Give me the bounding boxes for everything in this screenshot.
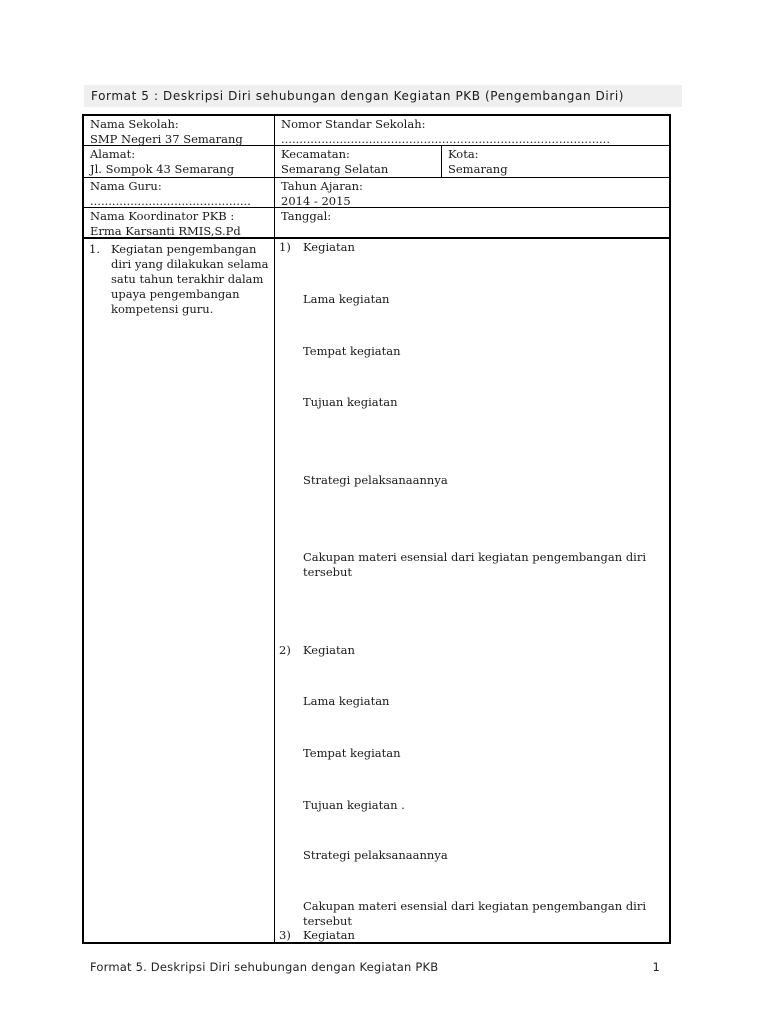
district-label: Kecamatan:: [281, 147, 350, 161]
activity-1-place: Tempat kegiatan: [303, 344, 401, 358]
activity-1-duration: Lama kegiatan: [303, 292, 390, 306]
activity-2-place: Tempat kegiatan: [303, 746, 401, 760]
city-value: Semarang: [448, 162, 508, 176]
coordinator-value: Erma Karsanti RMIS,S.Pd: [90, 224, 241, 238]
activity-1-number: 1): [279, 240, 291, 254]
activity-2-strategy: Strategi pelaksanaannya: [303, 848, 448, 862]
page-number: 1: [652, 960, 660, 974]
address-value: Jl. Sompok 43 Semarang: [90, 162, 235, 176]
city-cell: [442, 146, 669, 177]
date-cell: [275, 208, 669, 224]
academic-year-value: 2014 - 2015: [281, 194, 351, 208]
coordinator-label: Nama Koordinator PKB :: [90, 209, 235, 223]
teacher-name-cell: [84, 178, 274, 209]
school-standard-number-label: Nomor Standar Sekolah:: [281, 117, 426, 131]
activity-1-strategy: Strategi pelaksanaannya: [303, 473, 448, 487]
activity-1-purpose: Tujuan kegiatan: [303, 395, 398, 409]
activity-2-scope-line1: Cakupan materi esensial dari kegiatan pengembangan diri: [303, 899, 647, 913]
footer-text: Format 5. Deskripsi Diri sehubungan dengan Kegiatan PKB: [90, 960, 439, 974]
page-footer: [90, 960, 660, 974]
teacher-name-label: Nama Guru:: [90, 179, 162, 193]
teacher-name-value: ............................................: [90, 194, 251, 208]
school-standard-number-cell: [275, 116, 669, 147]
activity-2-purpose: Tujuan kegiatan .: [303, 798, 405, 812]
activity-1-scope-line1: Cakupan materi esensial dari kegiatan pengembangan diri: [303, 550, 647, 564]
coordinator-cell: [84, 208, 274, 239]
activity-2-number: 2): [279, 643, 291, 657]
school-name-cell: [84, 116, 274, 147]
item-1-text: Kegiatan pengembangan diri yang dilakukan selama satu tahun terakhir dalam upaya pengembangan kompetensi guru.: [111, 242, 269, 316]
school-name-value: SMP Negeri 37 Semarang: [90, 132, 243, 146]
column-divider: [274, 116, 275, 942]
activity-3-kegiatan: Kegiatan: [303, 928, 355, 942]
address-label: Alamat:: [90, 147, 136, 161]
district-value: Semarang Selatan: [281, 162, 389, 176]
address-cell: [84, 146, 274, 177]
city-label: Kota:: [448, 147, 479, 161]
pkb-form-table: [82, 114, 671, 944]
district-cell: [275, 146, 441, 177]
item-1-number: 1.: [89, 242, 100, 256]
activity-3-number: 3): [279, 928, 291, 942]
school-standard-number-value: ..........................................................................................: [281, 132, 610, 146]
date-label: Tanggal:: [281, 209, 332, 223]
school-name-label: Nama Sekolah:: [90, 117, 179, 131]
activity-1-scope-line2: tersebut: [303, 565, 353, 579]
activity-1-kegiatan: Kegiatan: [303, 240, 355, 254]
academic-year-label: Tahun Ajaran:: [281, 179, 363, 193]
activity-2-scope-line2: tersebut: [303, 914, 353, 928]
form-title: Format 5 : Deskripsi Diri sehubungan dengan Kegiatan PKB (Pengembangan Diri): [84, 85, 682, 107]
activity-2-kegiatan: Kegiatan: [303, 643, 355, 657]
academic-year-cell: [275, 178, 669, 209]
activity-2-duration: Lama kegiatan: [303, 694, 390, 708]
